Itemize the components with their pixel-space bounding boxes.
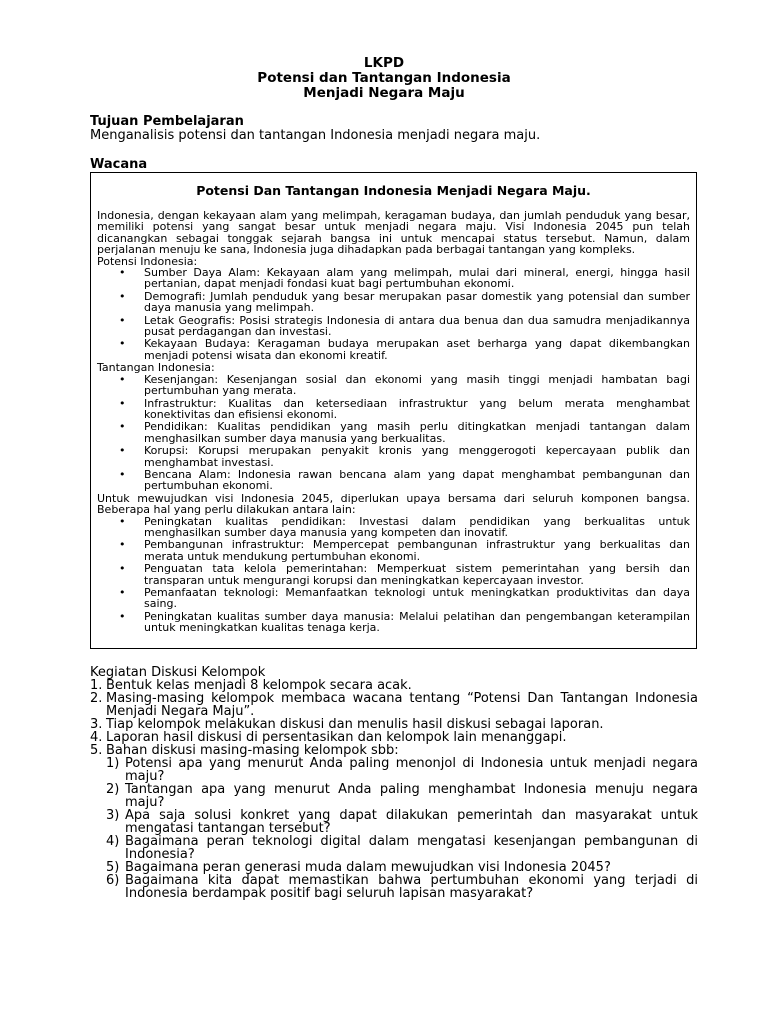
tantangan-list — [97, 374, 690, 492]
doc-title-line3: Menjadi Negara Maju — [303, 85, 465, 101]
question-text: Tantangan apa yang menurut Anda paling menghambat Indonesia menuju negara maju? — [125, 782, 698, 810]
list-item: • Letak Geografis: Posisi strategis Indonesia di antara dua benua dan dua samudra menjadikannya pusat perdagangan dan investasi. — [144, 315, 690, 338]
list-item: • Kekayaan Budaya: Keragaman budaya merupakan aset berharga yang dapat dikembangkan menjadi potensi wisata dan ekonomi kreatif. — [144, 338, 690, 361]
question-number: 6) — [106, 873, 120, 888]
step-text: Bentuk kelas menjadi 8 kelompok secara acak. — [106, 678, 412, 693]
list-item: • Demografi: Jumlah penduduk yang besar merupakan pasar domestik yang potensial dan sumber daya manusia yang melimpah. — [144, 291, 690, 314]
list-item: • Pendidikan: Kualitas pendidikan yang masih perlu ditingkatkan menjadi tantangan dalam menghasilkan sumber daya manusia yang berkualitas. — [144, 421, 690, 444]
potensi-label: Potensi Indonesia: — [97, 254, 198, 268]
step-number: 5. — [90, 743, 103, 758]
kegiatan-heading: Kegiatan Diskusi Kelompok — [90, 665, 266, 680]
list-item: • Peningkatan kualitas sumber daya manusia: Melalui pelatihan dan pengembangan keterampilan untuk meningkatkan kualitas tenaga kerja. — [144, 611, 690, 634]
potensi-list — [97, 267, 690, 361]
kegiatan-section — [90, 666, 698, 900]
list-item: • Infrastruktur: Kualitas dan ketersediaan infrastruktur yang belum merata menghambat konektivitas dan efisiensi ekonomi. — [144, 398, 690, 421]
kegiatan-steps — [90, 679, 698, 900]
doc-title-lkpd: LKPD — [363, 55, 405, 71]
list-item: • Pemanfaatan teknologi: Memanfaatkan teknologi untuk meningkatkan produktivitas dan daya saing. — [144, 587, 690, 610]
step-number: 3. — [90, 717, 103, 732]
list-item: • Pembangunan infrastruktur: Mempercepat pembangunan infrastruktur yang berkualitas dan merata untuk mendukung pertumbuhan ekonomi. — [144, 539, 690, 562]
list-item — [106, 783, 698, 809]
list-item: • Penguatan tata kelola pemerintahan: Memperkuat sistem pemerintahan yang bersih dan transparan untuk mengurangi korupsi dan meningkatkan kepercayaan investor. — [144, 563, 690, 586]
step-text: Laporan hasil diskusi di persentasikan dan kelompok lain menanggapi. — [106, 730, 567, 745]
list-item — [106, 874, 698, 900]
list-item — [90, 744, 698, 900]
step-number: 1. — [90, 678, 103, 693]
question-text: Bagaimana peran generasi muda dalam mewujudkan visi Indonesia 2045? — [125, 860, 611, 875]
tujuan-text: Menganalisis potensi dan tantangan Indonesia menjadi negara maju. — [90, 128, 541, 143]
step-text: Masing-masing kelompok membaca wacana tentang “Potensi Dan Tantangan Indonesia Menjadi Negara Maju”. — [106, 691, 698, 719]
diskusi-questions — [106, 757, 698, 900]
tujuan-heading: Tujuan Pembelajaran — [90, 114, 244, 129]
wacana-body — [97, 210, 690, 635]
question-number: 1) — [106, 756, 120, 771]
list-item — [106, 757, 698, 783]
step-number: 4. — [90, 730, 103, 745]
step-text: Tiap kelompok melakukan diskusi dan menulis hasil diskusi sebagai laporan. — [106, 717, 604, 732]
question-text: Bagaimana peran teknologi digital dalam mengatasi kesenjangan pembangunan di Indonesia? — [125, 834, 698, 862]
list-item: • Peningkatan kualitas pendidikan: Investasi dalam pendidikan yang berkualitas untuk menghasilkan sumber daya manusia yang kompeten dan inovatif. — [144, 516, 690, 539]
list-item: • Sumber Daya Alam: Kekayaan alam yang melimpah, mulai dari mineral, energi, hingga hasil pertanian, dapat menjadi fondasi kuat bagi pertumbuhan ekonomi. — [144, 267, 690, 290]
wacana-title: Potensi Dan Tantangan Indonesia Menjadi Negara Maju. — [196, 183, 591, 198]
list-item — [106, 835, 698, 861]
list-item: • Korupsi: Korupsi merupakan penyakit kronis yang menggerogoti kepercayaan publik dan menghambat investasi. — [144, 445, 690, 468]
question-number: 2) — [106, 782, 120, 797]
list-item: • Bencana Alam: Indonesia rawan bencana alam yang dapat menghambat pembangunan dan pertumbuhan ekonomi. — [144, 469, 690, 492]
question-number: 5) — [106, 860, 120, 875]
wacana-box — [90, 172, 697, 649]
upaya-list — [97, 516, 690, 634]
question-text: Apa saja solusi konkret yang dapat dilakukan pemerintah dan masyarakat untuk mengatasi tantangan tersebut? — [125, 808, 698, 836]
wacana-intro: Indonesia, dengan kekayaan alam yang melimpah, keragaman budaya, dan jumlah penduduk yang besar, memiliki potensi yang sangat besar untuk menjadi negara maju. Visi Indonesia 2045 pun telah dicanangkan sebagai tonggak sejarah bangsa ini untuk mencapai status tersebut. Namun, dalam perjalanan menuju ke sana, Indonesia juga dihadapkan pada berbagai tantangan yang kompleks. — [97, 209, 690, 257]
upaya-intro: Untuk mewujudkan visi Indonesia 2045, diperlukan upaya bersama dari seluruh komponen bangsa. Beberapa hal yang perlu dilakukan antara lain: — [97, 491, 690, 517]
question-number: 3) — [106, 808, 120, 823]
question-number: 4) — [106, 834, 120, 849]
doc-title-line2: Potensi dan Tantangan Indonesia — [257, 70, 511, 86]
list-item: • Kesenjangan: Kesenjangan sosial dan ekonomi yang masih tinggi menjadi hambatan bagi pertumbuhan yang merata. — [144, 374, 690, 397]
wacana-heading: Wacana — [90, 157, 148, 172]
step-number: 2. — [90, 691, 103, 706]
question-text: Potensi apa yang menurut Anda paling menonjol di Indonesia untuk menjadi negara maju? — [125, 756, 698, 784]
list-item — [106, 809, 698, 835]
list-item — [90, 692, 698, 718]
question-text: Bagaimana kita dapat memastikan bahwa pertumbuhan ekonomi yang terjadi di Indonesia berdampak positif bagi seluruh lapisan masyarakat? — [125, 873, 698, 901]
tantangan-label: Tantangan Indonesia: — [97, 361, 215, 375]
step-text: Bahan diskusi masing-masing kelompok sbb: — [106, 743, 399, 758]
